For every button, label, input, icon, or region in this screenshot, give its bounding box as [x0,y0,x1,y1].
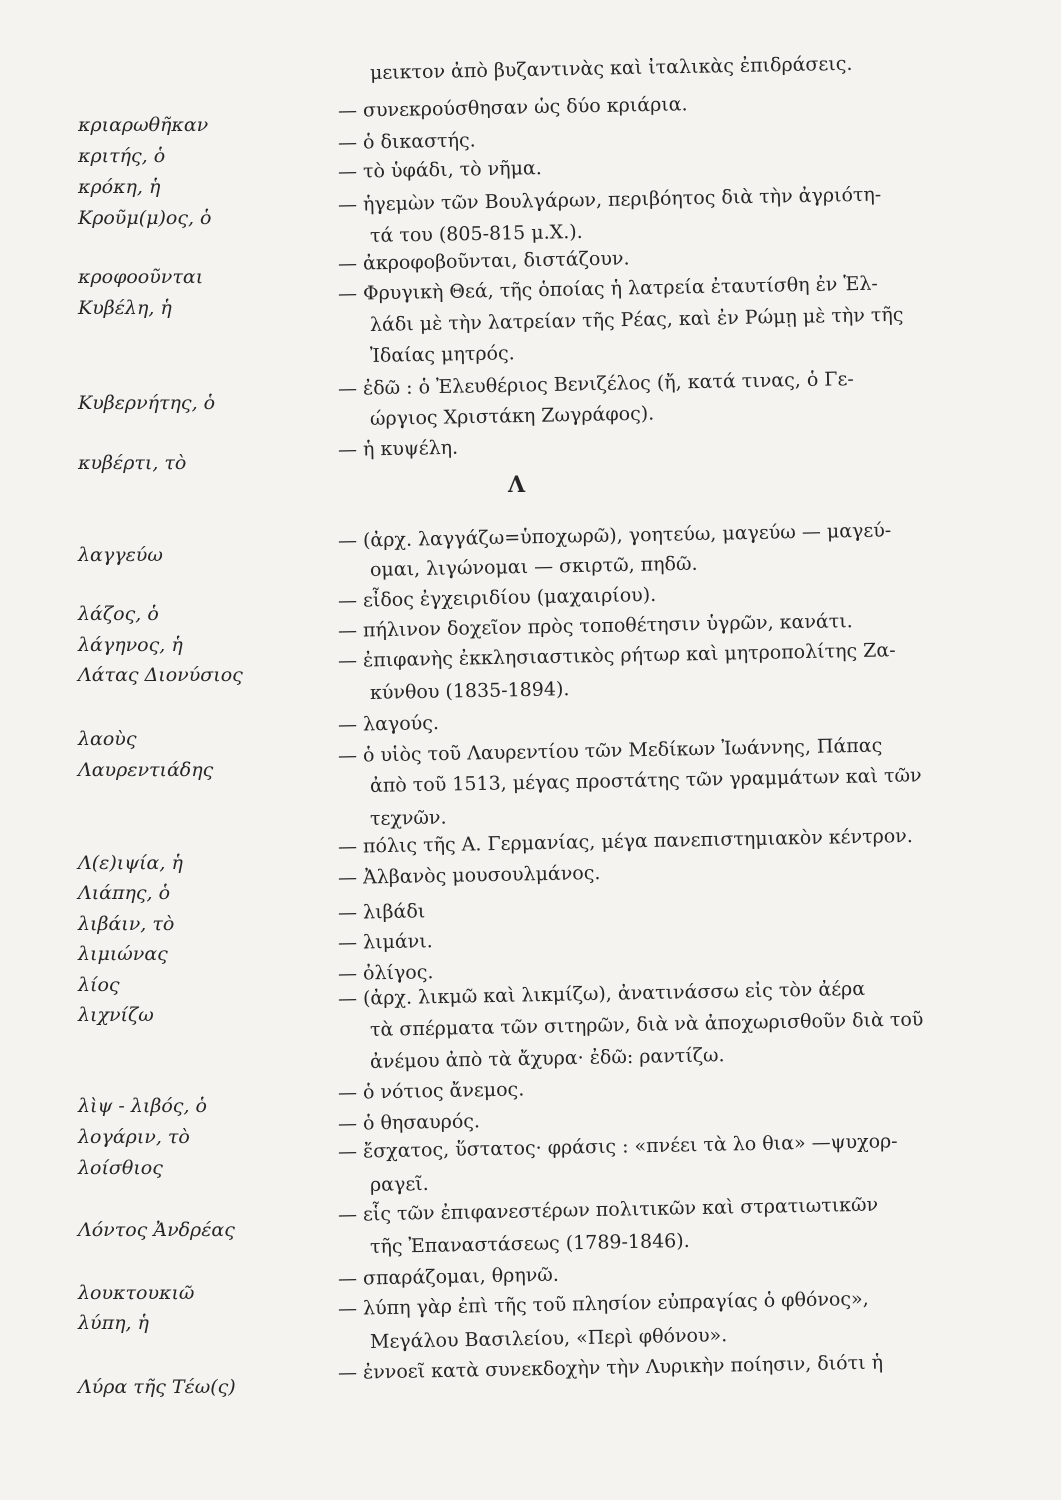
entry-term: Λάτας Διονύσιος [78,664,243,686]
entry-term: λὶψ - λιβός, ὁ [78,1095,207,1117]
entry-term: κριαρωθῆκαν [78,114,209,136]
definition-line: — πόλις τῆς Α. Γερμανίας, μέγα πανεπιστημιακὸν κέντρον. [337,824,913,858]
entry-term: λιβάιν, τὸ [78,913,175,935]
definition-line: — ὁ δικαστής. [337,129,476,154]
definition-line: — εἶδος ἐγχειριδίου (μαχαιρίου). [337,583,657,612]
definition-line: ἀπὸ τοῦ 1513, μέγας προστάτης τῶν γραμμάτων καὶ τῶν [369,764,922,797]
entry-term: Λαυρεντιάδης [78,759,214,781]
definition-line: τὰ σπέρματα τῶν σιτηρῶν, διὰ νὰ ἀποχωρισθοῦν διὰ τοῦ [369,1008,924,1041]
entry-term: λοίσθιος [78,1157,163,1179]
entry-term: Λόντος Ἀνδρέας [78,1219,235,1241]
definition-line: κύνθου (1835-1894). [369,678,570,704]
definition-line: τά του (805-815 μ.Χ.). [369,220,583,247]
entry-term: λιμιώνας [78,943,168,965]
definition-line: — λύπη γὰρ ἐπὶ τῆς τοῦ πλησίον εὐπραγίας ὁ φθόνος», [337,1287,869,1320]
section-letter: Λ [508,472,526,498]
entry-term: Λιάπης, ὁ [78,882,171,904]
entry-term: κροφοοῦνται [78,266,204,288]
definition-line: — λαγούς. [337,712,440,736]
definition-line: ώργιος Χριστάκη Ζωγράφος). [369,402,655,430]
definition-line: — εἷς τῶν ἐπιφανεστέρων πολιτικῶν καὶ στρατιωτικῶν [337,1193,879,1226]
entry-term: κρόκη, ἡ [78,176,161,198]
entry-term: λαγγεύω [78,544,163,566]
definition-line: — (ἀρχ. λαγγάζω=ὑποχωρῶ), γοητεύω, μαγεύω — μαγεύ- [337,519,892,552]
definition-line: — τὸ ὑφάδι, τὸ νῆμα. [337,157,543,183]
entry-term: κριτής, ὁ [78,145,166,167]
definition-line: — ἡ κυψέλη. [337,436,459,461]
definition-line: — Φρυγικὴ Θεά, τῆς ὁποίας ἡ λατρεία ἐταυτίσθη ἐν Ἑλ- [337,272,879,305]
entry-term: λάγηνος, ἡ [78,634,183,656]
definition-line: — ἐδῶ : ὁ Ἐλευθέριος Βενιζέλος (ἤ, κατά τινας, ὁ Γε- [337,368,854,400]
definition-line: τεχνῶν. [369,806,447,830]
definition-line: Ἰδαίας μητρός. [369,342,515,367]
definition-line: — ὁ θησαυρός. [337,1110,481,1135]
definition-line: ἀνέμου ἀπὸ τὰ ἄχυρα· ἐδῶ: ραντίζω. [369,1044,725,1073]
definition-line: — ἡγεμὼν τῶν Βουλγάρων, περιβόητος διὰ τὴν ἀγριότη- [337,183,882,216]
definition-line: — ἔσχατος, ὕστατος· φράσις : «πνέει τὰ λο θια» —ψυχορ- [337,1130,898,1163]
entry-term: λίος [78,974,120,996]
entry-term: Κυβέλη, ἡ [78,297,172,319]
definition-line: λάδι μὲ τὴν λατρείαν τῆς Ρέας, καὶ ἐν Ρώμῃ μὲ τὴν τῆς [369,303,904,336]
entry-term: λιχνίζω [78,1004,154,1026]
definition-line: — (ἀρχ. λικμῶ καὶ λικμίζω), ἀνατινάσσω εἰς τὸν ἀέρα [337,977,866,1010]
entry-term: Λ(ε)ιψία, ἡ [78,852,183,874]
definition-line: — ἀκροφοβοῦνται, διστάζουν. [337,247,630,275]
definition-line: — ὁ νότιος ἄνεμος. [337,1078,525,1104]
definition-line: ραγεῖ. [369,1172,429,1196]
definition-line: — λιμάνι. [337,930,433,954]
definition-line: — Ἀλβανὸς μουσουλμάνος. [337,861,601,889]
definition-line: — ὁ υἱὸς τοῦ Λαυρεντίου τῶν Μεδίκων Ἰωάννης, Πάπας [337,734,883,767]
definition-line: — λιβάδι [337,900,426,924]
definition-line: — ἐννοεῖ κατὰ συνεκδοχὴν τὴν Λυρικὴν ποίησιν, διότι ἡ [337,1351,884,1384]
entry-term: λύπη, ἡ [78,1312,149,1334]
definition-line: — ὀλίγος. [337,961,434,985]
entry-term: Κροῦμ(μ)ος, ὁ [78,207,212,229]
entry-term: κυβέρτι, τὸ [78,452,187,474]
entry-term: λογάριν, τὸ [78,1126,190,1148]
entry-term: λάζος, ὁ [78,603,159,625]
definition-line: μεικτον ἀπὸ βυζαντινὰς καὶ ἰταλικὰς ἐπιδράσεις. [369,52,853,84]
definition-line: ομαι, λιγώνομαι — σκιρτῶ, πηδῶ. [369,552,698,581]
entry-term: Λύρα τῆς Τέω(ς) [78,1376,236,1398]
entry-term: Κυβερνήτης, ὁ [78,392,216,414]
definition-line: — συνεκρούσθησαν ὡς δύο κριάρια. [337,93,688,122]
entry-term: λαοὺς [78,728,137,750]
definition-line: Μεγάλου Βασιλείου, «Περὶ φθόνου». [369,1324,728,1353]
definition-line: — πήλινον δοχεῖον πρὸς τοποθέτησιν ὑγρῶν, κανάτι. [337,610,853,642]
definition-line: τῆς Ἐπαναστάσεως (1789-1846). [369,1229,690,1258]
entry-term: λουκτουκιῶ [78,1282,195,1304]
definition-line: — ἐπιφανὴς ἐκκλησιαστικὸς ρήτωρ καὶ μητροπολίτης Ζα- [337,639,896,672]
definition-line: — σπαράζομαι, θρηνῶ. [337,1263,560,1290]
